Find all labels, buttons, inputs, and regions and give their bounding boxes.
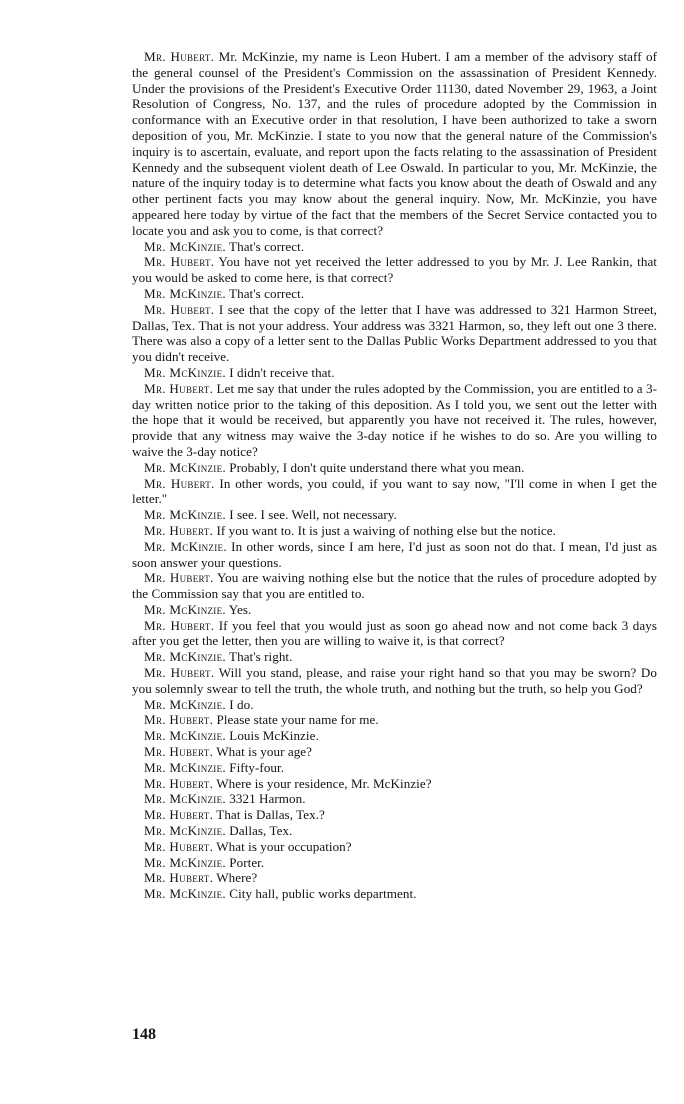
- testimony-text: What is your occupation?: [213, 838, 352, 854]
- testimony-text: I see. I see. Well, not necessary.: [225, 507, 397, 523]
- testimony-text: Mr. McKinzie, my name is Leon Hubert. I am a member of the advisory staff of the general counsel of the President's Commission on the assassination of President Kennedy. Under the provisions of the President's Executive Order 11130, dated November 29, 1963, a Joint Resolution of Congress, No. 137, and the rules of procedure adopted by the Commission in conformance with an Executive order in that resolution, I have been authorized to take a sworn deposition of you, Mr. McKinzie. I state to you now that the general nature of the Commission's inquiry is to ascertain, evaluate, and report upon the facts relating to the assassination of President Kennedy and the subsequent violent death of Lee Oswald. In particular to you, Mr. McKinzie, the nature of the inquiry today is to determine what facts you know about the death of Oswald and any other pertinent facts you may know about the general inquiry. Now, Mr. McKinzie, you have appeared here today by virtue of the fact that the members of the Secret Service contacted you to locate you and ask you to come, is that correct?: [132, 49, 657, 238]
- testimony-text: Probably, I don't quite understand there what you mean.: [225, 459, 525, 475]
- speaker-label: Mr. Hubert.: [144, 49, 215, 64]
- transcript-paragraph: [132, 744, 657, 760]
- speaker-label: Mr. Hubert.: [144, 665, 215, 681]
- speaker-label: Mr. McKinzie.: [144, 854, 226, 870]
- testimony-text: Will you stand, please, and raise your right hand so that you may be sworn? Do you solemnly swear to tell the truth, the whole truth, and nothing but the truth, so help you God?: [132, 665, 657, 696]
- transcript-paragraph: [132, 839, 657, 855]
- testimony-text: Where is your residence, Mr. McKinzie?: [213, 775, 432, 791]
- testimony-text: If you want to. It is just a waiving of nothing else but the notice.: [213, 522, 556, 538]
- transcript-paragraph: [132, 791, 657, 807]
- transcript-paragraph: [132, 302, 657, 365]
- transcript-paragraph: [132, 570, 657, 602]
- speaker-label: Mr. Hubert.: [144, 617, 215, 633]
- testimony-text: I didn't receive that.: [225, 364, 335, 380]
- transcript-paragraph: [132, 460, 657, 476]
- testimony-text: Dallas, Tex.: [225, 823, 293, 839]
- speaker-label: Mr. McKinzie.: [144, 238, 226, 254]
- testimony-text: Please state your name for me.: [213, 712, 379, 728]
- speaker-label: Mr. McKinzie.: [144, 459, 226, 475]
- testimony-text: Louis McKinzie.: [225, 728, 319, 744]
- transcript-paragraph: [132, 665, 657, 697]
- speaker-label: Mr. McKinzie.: [144, 285, 226, 301]
- testimony-text: You are waiving nothing else but the notice that the rules of procedure adopted by the Commission say that you are entitled to.: [132, 570, 657, 602]
- speaker-label: Mr. Hubert.: [144, 807, 214, 823]
- transcript-paragraph: [132, 365, 657, 381]
- transcript-paragraph: [132, 239, 657, 255]
- transcript-paragraph: [132, 254, 657, 286]
- transcript-paragraph: [132, 49, 657, 239]
- transcript-paragraph: [132, 776, 657, 792]
- transcript-paragraph: [132, 649, 657, 665]
- transcript-paragraph: [132, 712, 657, 728]
- speaker-label: Mr. Hubert.: [144, 744, 214, 760]
- speaker-label: Mr. Hubert.: [144, 254, 215, 270]
- transcript-paragraph: [132, 618, 657, 650]
- transcript-paragraph: [132, 523, 657, 539]
- page-number: 148: [132, 1026, 156, 1043]
- transcript-paragraph: [132, 539, 657, 571]
- speaker-label: Mr. McKinzie.: [144, 886, 226, 902]
- speaker-label: Mr. Hubert.: [144, 570, 214, 586]
- speaker-label: Mr. Hubert.: [144, 712, 214, 728]
- transcript-paragraph: [132, 507, 657, 523]
- transcript-paragraph: [132, 697, 657, 713]
- testimony-text: Porter.: [225, 854, 265, 870]
- testimony-text: You have not yet received the letter addressed to you by Mr. J. Lee Rankin, that you would be asked to come here, is that correct?: [132, 254, 657, 286]
- transcript-body: [132, 49, 657, 902]
- transcript-paragraph: [132, 855, 657, 871]
- speaker-label: Mr. Hubert.: [144, 522, 214, 538]
- testimony-text: In other words, since I am here, I'd just as soon not do that. I mean, I'd just as soon answer your questions.: [132, 538, 657, 570]
- speaker-label: Mr. McKinzie.: [144, 601, 226, 617]
- speaker-label: Mr. Hubert.: [144, 301, 215, 317]
- testimony-text: That's correct.: [225, 238, 305, 254]
- testimony-text: I see that the copy of the letter that I have was addressed to 321 Harmon Street, Dallas, Tex. That is not your address. Your address was 3321 Harmon, so, they left out one 3 there. There was also a copy of a letter sent to the Dallas Public Works Department addressed to you that you didn't receive.: [132, 301, 657, 365]
- testimony-text: Fifty-four.: [225, 759, 285, 775]
- testimony-text: Yes.: [225, 601, 252, 617]
- speaker-label: Mr. McKinzie.: [144, 823, 226, 839]
- speaker-label: Mr. Hubert.: [144, 475, 215, 491]
- testimony-text: That's right.: [225, 649, 293, 665]
- transcript-paragraph: [132, 476, 657, 508]
- transcript-paragraph: [132, 381, 657, 460]
- transcript-paragraph: [132, 807, 657, 823]
- speaker-label: Mr. Hubert.: [144, 775, 214, 791]
- testimony-text: If you feel that you would just as soon go ahead now and not come back 3 days after you get the letter, then you are willing to waive it, is that correct?: [132, 617, 657, 649]
- transcript-paragraph: [132, 760, 657, 776]
- transcript-paragraph: [132, 870, 657, 886]
- speaker-label: Mr. Hubert.: [144, 380, 214, 396]
- speaker-label: Mr. Hubert.: [144, 838, 214, 854]
- transcript-paragraph: [132, 823, 657, 839]
- speaker-label: Mr. McKinzie.: [144, 364, 226, 380]
- speaker-label: Mr. McKinzie.: [144, 507, 226, 523]
- speaker-label: Mr. McKinzie.: [144, 791, 226, 807]
- testimony-text: That is Dallas, Tex.?: [213, 807, 325, 823]
- transcript-paragraph: [132, 602, 657, 618]
- transcript-paragraph: [132, 886, 657, 902]
- testimony-text: 3321 Harmon.: [225, 791, 306, 807]
- transcript-paragraph: [132, 728, 657, 744]
- testimony-text: Where?: [213, 870, 258, 886]
- speaker-label: Mr. Hubert.: [144, 870, 214, 886]
- testimony-text: Let me say that under the rules adopted by the Commission, you are entitled to a 3-day written notice prior to the taking of this deposition. As I told you, we sent out the letter with the hope that it would be received, but apparently you have not received it. The rules, however, provide that any witness may waive the 3-day notice if he wishes to do so. Are you willing to waive the 3-day notice?: [132, 380, 657, 459]
- speaker-label: Mr. McKinzie.: [144, 728, 226, 744]
- speaker-label: Mr. McKinzie.: [144, 759, 226, 775]
- testimony-text: What is your age?: [213, 744, 313, 760]
- transcript-paragraph: [132, 286, 657, 302]
- speaker-label: Mr. McKinzie.: [144, 696, 226, 712]
- speaker-label: Mr. McKinzie.: [144, 538, 227, 554]
- testimony-text: I do.: [225, 696, 254, 712]
- speaker-label: Mr. McKinzie.: [144, 649, 226, 665]
- testimony-text: City hall, public works department.: [225, 886, 417, 902]
- testimony-text: In other words, you could, if you want to say now, "I'll come in when I get the letter.": [132, 475, 658, 507]
- testimony-text: That's correct.: [225, 285, 305, 301]
